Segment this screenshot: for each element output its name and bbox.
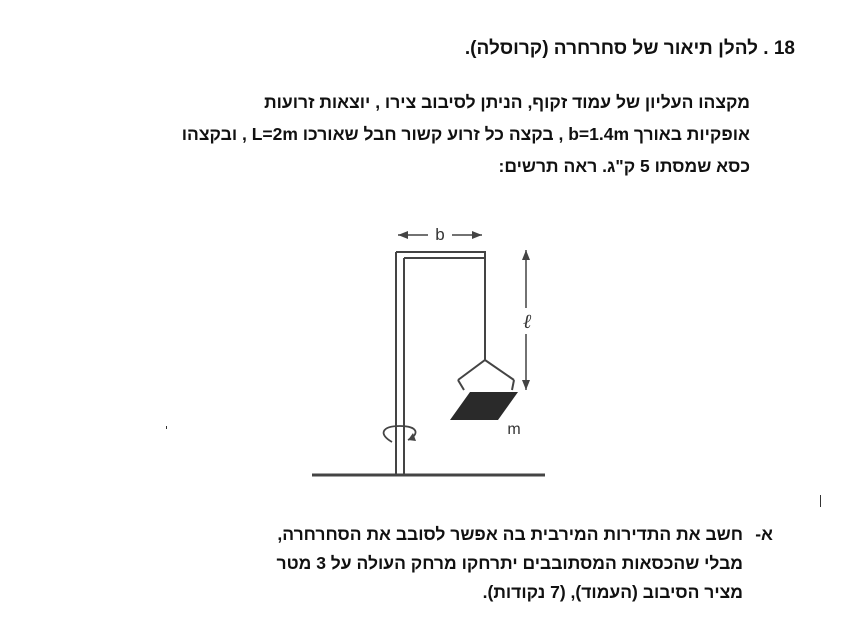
part-a bbox=[73, 520, 773, 607]
scan-speck bbox=[166, 426, 167, 429]
label-b: b bbox=[435, 225, 445, 244]
part-a-line-1 bbox=[73, 520, 773, 549]
question-intro bbox=[10, 86, 750, 182]
part-a-marker: א- bbox=[755, 524, 773, 544]
carousel-diagram bbox=[300, 220, 560, 485]
part-a-text-1: חשב את התדירות המירבית בה אפשר לסובב את הסחרחרה, bbox=[277, 524, 743, 544]
seat bbox=[450, 392, 518, 420]
label-l: ℓ bbox=[522, 309, 532, 333]
seat-hanger bbox=[458, 360, 514, 380]
scan-speck bbox=[820, 495, 821, 507]
question-title: 18 . להלן תיאור של סחרחרה (קרוסלה). bbox=[464, 38, 795, 59]
intro-line-3: כסא שמסתו 5 ק"ג. ראה תרשים: bbox=[498, 156, 750, 176]
intro-line-2: אופקיות באורך b=1.4m , בקצה כל זרוע קשור חבל שאורכו L=2m , ובקצהו bbox=[181, 124, 750, 144]
part-a-line-3: מציר הסיבוב (העמוד), (7 נקודות). bbox=[482, 582, 743, 602]
intro-line-1: מקצהו העליון של עמוד זקוף, הניתן לסיבוב צירו , יוצאות זרועות bbox=[264, 92, 750, 112]
label-m: m bbox=[507, 421, 521, 438]
part-a-line-2: מבלי שהכסאות המסתובבים יתרחקו מרחק העולה על 3 מטר bbox=[276, 553, 743, 573]
